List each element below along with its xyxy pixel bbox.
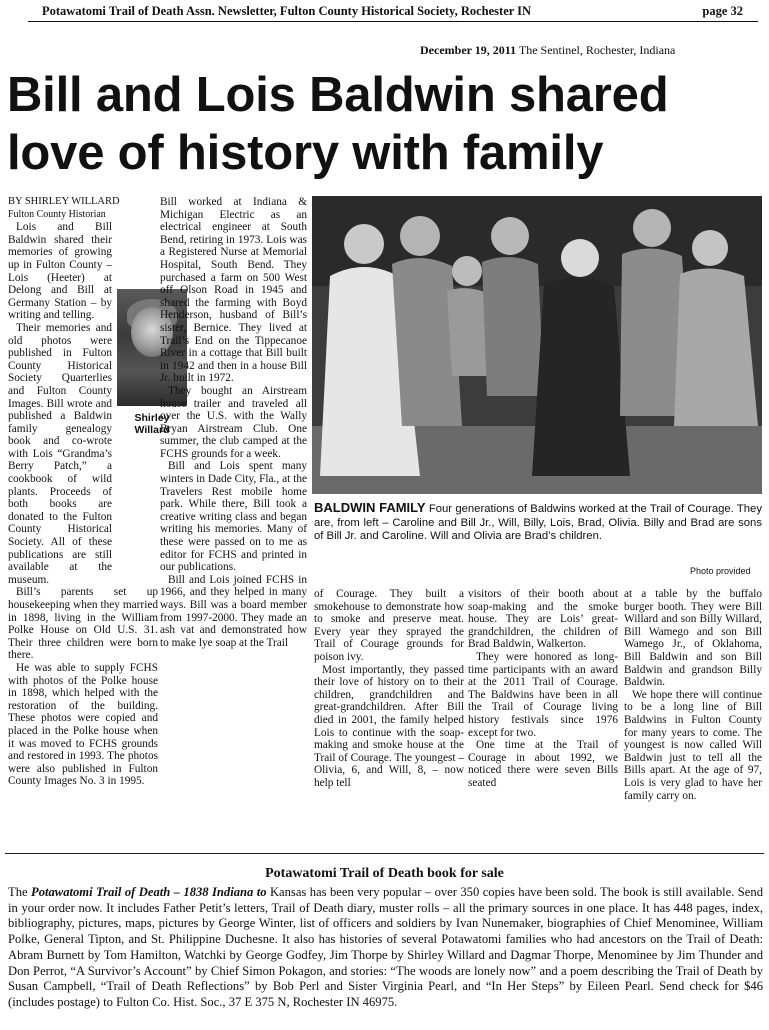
- byline: BY SHIRLEY WILLARD: [8, 196, 120, 207]
- photo-caption: [314, 501, 762, 544]
- paragraph: Bill worked at Indiana & Michigan Electric as an electrical engineer at South Bend, retiring in 1973. Lois was a Registered Nurse at Memorial Hospital, South Bend. They purchased a farm on 500 West off Olson Road in 1945 and shared the farming with Boyd Henderson, husband of Bill’s sister, Bernice. They lived at Trail’s End on the Tippecanoe River in a cottage that Bill built in 1942 and then in a house Bill Jr. built in 1972.: [160, 196, 307, 385]
- paragraph: Their memories and old photos were published in Fulton County Historical Society Quarterlies and Fulton County Images. Bill wrote and published a Baldwin family genealogy book and co-wrote with Lois “Grandma’s Berry Patch,” a cookbook of wild plants. Proceeds of both books are donated to the Fulton County Historical Society. All of these publications are still available at the museum.: [8, 321, 112, 586]
- paragraph: Most importantly, they passed their love of history on to their children, grandchildren and great-grandchildren. After Bill died in 2001, the family helped Lois to continue with the soap-making and smoke house at the Trail of Courage. The youngest – Olivia, 6, and Will, 8, – now help tell: [314, 663, 464, 789]
- running-header: [28, 4, 743, 22]
- article-column-1: [8, 196, 158, 788]
- dateline: [420, 43, 675, 58]
- dateline-date: December 19, 2011: [420, 43, 517, 57]
- photo-caption-lead: BALDWIN FAMILY: [314, 500, 426, 515]
- paragraph: at a table by the buffalo burger booth. They were Bill Willard and son Billy Willard, Bill Wamego and son Bill Wamego Jr., of Oklahoma, Bill Baldwin and son Bill Baldwin and grandson Billy Baldwin.: [624, 588, 762, 689]
- article-column-3: [314, 588, 464, 790]
- page-number: page 32: [702, 4, 743, 18]
- article-column-2: [160, 196, 307, 649]
- paragraph: They were honored as long-time participants with an award at the 2011 Trail of Courage. The Baldwins have been in all the Trail of Courage living history festivals since 1976 except for two.: [468, 650, 618, 739]
- sale-title: Potawatomi Trail of Death book for sale: [265, 866, 504, 881]
- headline-line-1: Bill and Lois Baldwin shared: [7, 68, 669, 122]
- newsletter-title: Potawatomi Trail of Death Assn. Newsletter, Fulton County Historical Society, Rochester IN: [42, 4, 532, 18]
- paragraph: of Courage. They built a smokehouse to demonstrate how to smoke and preserve meat. Every year they sprayed the Trail of Courage grounds for poison ivy.: [314, 588, 464, 663]
- header-rule: [28, 21, 758, 22]
- paragraph: Bill and Lois joined FCHS in 1966, and they helped in many ways. Bill was a board member from 1997-2000. They made an ash vat and demonstrated how to make lye soap at the Trail: [160, 573, 307, 649]
- paragraph: visitors of their booth about soap-making and the smoke house. They are Lois’ great-grandchildren, the children of Brad Baldwin, Walkerton.: [468, 588, 618, 651]
- section-divider: [5, 853, 764, 854]
- sale-text: Kansas has been very popular – over 350 copies have been sold. The book is still available. Send in your order now. It includes Father Petit’s letters, Trail of Death diary, muster rolls – all the primary sources in one place. It has 448 pages, index, bibliography, pictures, maps, pictures by George Winter, list of officers and soldiers by Ivan Nunemaker, biographies of Chief Menominee, William Polke, General Tipton, and St. Philippine Duchesne. It also has histories of several Potawatomi families who had ancestors on the Trail of Death: Abram Burnett by Tom Hamilton, Watchki by George Godfey, Jim Thorpe by Shirley Willard and Dagmar Thorpe, Menominee by Jim Thunder and Don Perrot, “A Survivor’s Account” by Chief Simon Pokagon, and stories: “The woods are lonely now” and a poem describing the Trail of Death by Susan Campbell, “Trail of Death Reflections” by Bob Perl and Sister Virginia Pearl, and “In Her Steps” by Eileen Pearl. Send check for $46 (includes postage) to Fulton Co. Hist. Soc., 37 E 375 N, Rochester IN 46975.: [8, 885, 763, 1009]
- sale-body: [8, 885, 763, 1011]
- paragraph: Bill and Lois spent many winters in Dade City, Fla., at the Travelers Rest mobile home park. While there, Bill took a creative writing class and began writing his memories. Many of these were passed on to me as editor for FCHS and printed in our publications.: [160, 460, 307, 574]
- paragraph: Lois and Bill Baldwin shared their memories of growing up in Fulton County – Lois (Heeter) at Delong and Bill at Germany Station – by writing and telling.: [8, 221, 112, 322]
- paragraph: They bought an Airstream house trailer and traveled all over the U.S. with the Wally Bryan Airstream Club. One summer, the club camped at the FCHS grounds for a week.: [160, 384, 307, 460]
- paragraph: We hope there will continue to be a long line of Bill Baldwins in Fulton County for many years to come. The youngest is now called Will Baldwin just to tell all the Bills apart. At the age of 97, Lois is very glad to have her family carry on.: [624, 688, 762, 802]
- family-photo: [312, 196, 762, 494]
- headline-line-2: love of history with family: [7, 126, 604, 180]
- headline: [7, 66, 762, 182]
- paragraph: He was able to supply FCHS with photos of the Polke house in 1898, which helped with the restoration of the building. These photos were copied and placed in the Polke house when it was moved to FCHS grounds and restored in 1993. The photos were also published in Fulton County Images No. 3 in 1995.: [8, 661, 158, 788]
- family-photo-image: [312, 196, 762, 494]
- dateline-paper: The Sentinel, Rochester, Indiana: [518, 43, 676, 57]
- author-photo-caption: Shirley Willard: [134, 412, 170, 436]
- paragraph: One time at the Trail of Courage in about 1992, we noticed there were seven Bills seated: [468, 739, 618, 789]
- photo-caption-text: Four generations of Baldwins worked at the Trail of Courage. They are, from left – Caroline and Bill Jr., Will, Billy, Lois, Brad, Olivia. Billy and Brad are sons of Bill Jr. and Caroline. Will and Olivia are Brad’s children.: [314, 503, 762, 542]
- photo-credit: Photo provided: [690, 566, 751, 576]
- article-column-4: [468, 588, 618, 790]
- paragraph: Bill’s parents set up housekeeping when they married in 1898, living in the William Polke House on Old U.S. 31. Their three children were born there.: [8, 586, 158, 662]
- author-title: Fulton County Historian: [8, 208, 106, 220]
- book-title: Potawatomi Trail of Death – 1838 Indiana to: [31, 885, 267, 899]
- article-column-5: [624, 588, 762, 802]
- sale-intro: The: [8, 885, 32, 899]
